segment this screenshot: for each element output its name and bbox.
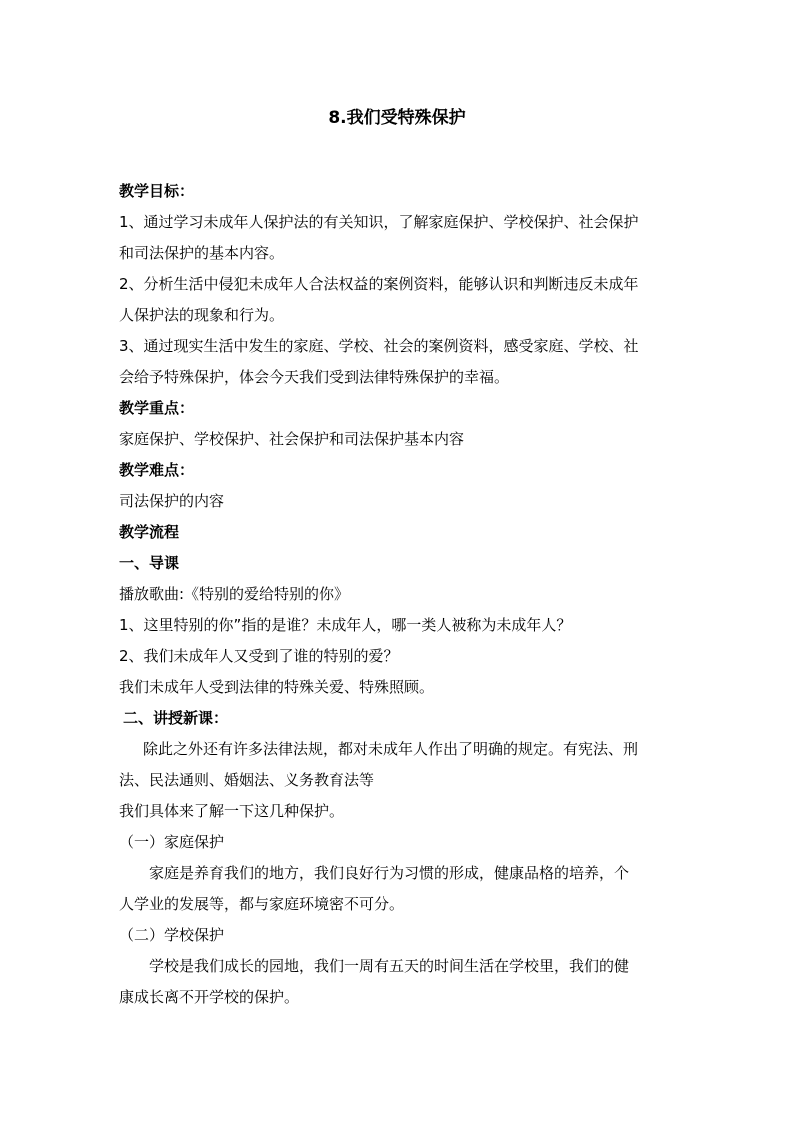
paragraph-line: 2、分析生活中侵犯未成年人合法权益的案例资料，能够认识和判断违反未成年 [119, 275, 639, 293]
paragraph-line: 和司法保护的基本内容。 [119, 244, 285, 262]
document-body [119, 176, 679, 1013]
paragraph-line: 会给予特殊保护，体会今天我们受到法律特殊保护的幸福。 [119, 368, 510, 386]
paragraph-line: 康成长离不开学校的保护。 [119, 988, 300, 1006]
subsection-heading-family: （一）家庭保护 [119, 833, 225, 851]
subsection-heading-school: （二）学校保护 [119, 926, 225, 944]
paragraph-line: 3、通过现实生活中发生的家庭、学校、社会的案例资料，感受家庭、学校、社 [119, 337, 639, 355]
paragraph-line: 我们具体来了解一下这几种保护。 [119, 802, 345, 820]
paragraph-line: 播放歌曲:《特别的爱给特别的你》 [119, 585, 350, 603]
paragraph-line: 2、我们未成年人又受到了谁的特别的爱？ [119, 647, 399, 665]
paragraph-line: 家庭保护、学校保护、社会保护和司法保护基本内容 [119, 430, 465, 448]
paragraph-line: 1、这里特别的你”指的是谁？未成年人，哪一类人被称为未成年人？ [119, 616, 572, 634]
section-heading-difficulties: 教学难点： [119, 461, 195, 479]
document-title: 8.我们受特殊保护 [328, 108, 466, 128]
section-heading-key-points: 教学重点： [119, 399, 195, 417]
section-heading-objectives: 教学目标： [119, 182, 195, 200]
paragraph-line: 法、民法通则、婚姻法、义务教育法等 [119, 771, 375, 789]
section-heading-new-lesson: 二、讲授新课： [123, 709, 229, 727]
paragraph-line: 司法保护的内容 [119, 492, 225, 510]
paragraph-line: 人学业的发展等，都与家庭环境密不可分。 [119, 895, 405, 913]
paragraph-line: 人保护法的现象和行为。 [119, 306, 285, 324]
paragraph-line: 学校是我们成长的园地，我们一周有五天的时间生活在学校里，我们的健 [149, 957, 630, 975]
paragraph-line: 家庭是养育我们的地方，我们良好行为习惯的形成，健康品格的培养，个 [149, 864, 630, 882]
paragraph-line: 我们未成年人受到法律的特殊关爱、特殊照顾。 [119, 678, 435, 696]
section-heading-introduction: 一、导课 [119, 554, 180, 572]
paragraph-line: 1、通过学习未成年人保护法的有关知识，了解家庭保护、学校保护、社会保护 [119, 213, 639, 231]
section-heading-process: 教学流程 [119, 523, 180, 541]
paragraph-line: 除此之外还有许多法律法规，都对未成年人作出了明确的规定。有宪法、刑 [143, 740, 639, 758]
